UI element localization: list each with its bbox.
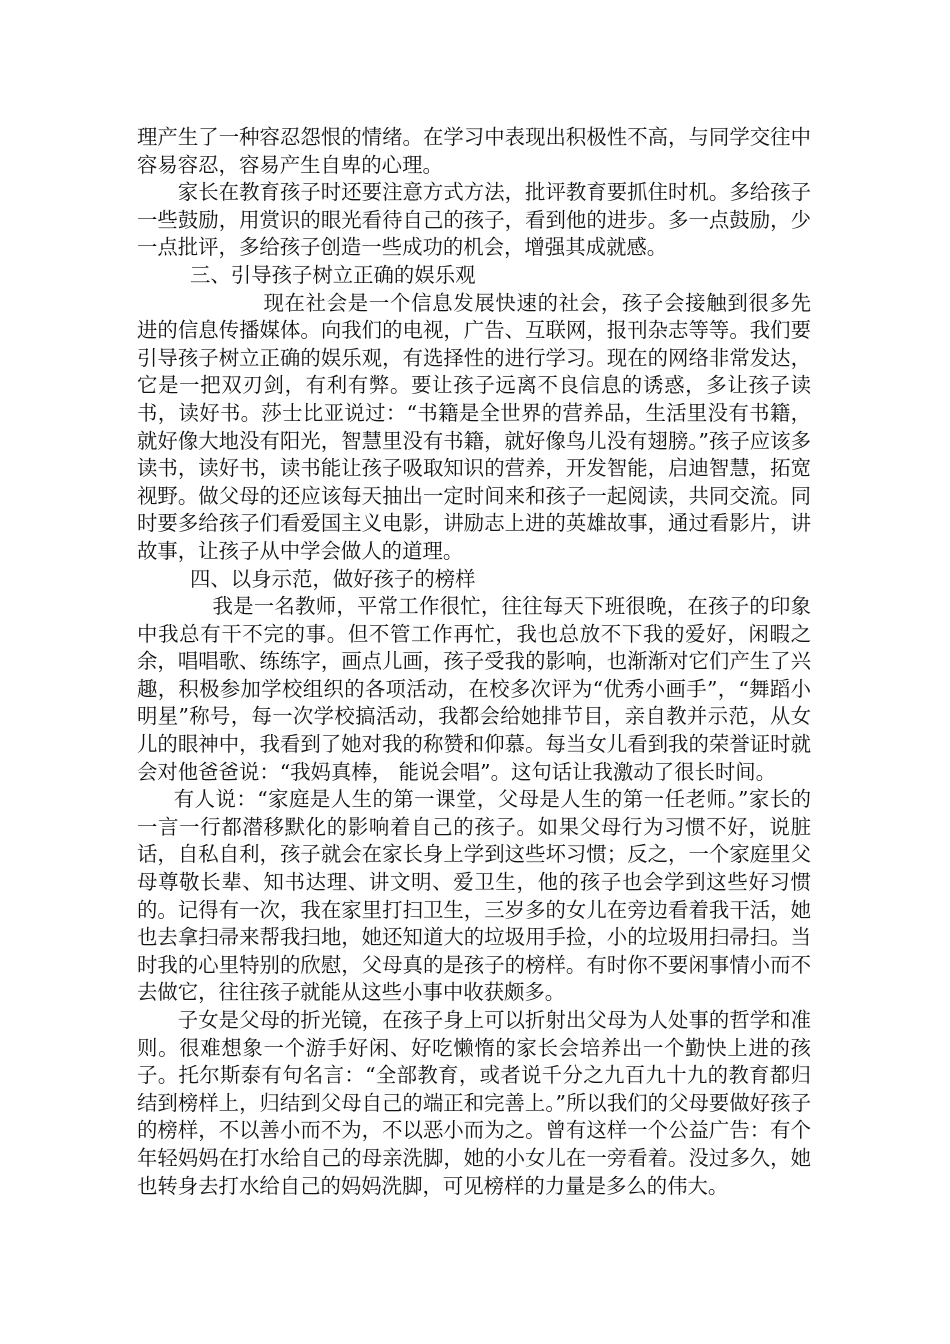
paragraph-family-classroom: 有人说：“家庭是人生的第一课堂，父母是人生的第一任老师。”家长的一言一行都潜移默化的影响着自己的孩子。如果父母行为习惯不好，说脏话，自私自利，孩子就会在家长身上学到这些坏习惯；反之，一个家庭里父母尊敬长辈、知书达理、讲文明、爱卫生，他的孩子也会学到这些好习惯的。记得有一次，我在家里打扫卫生，三岁多的女儿在旁边看着我干活，她也去拿扫帚来帮我扫地，她还知道大的垃圾用手捡，小的垃圾用扫帚扫。当时我的心里特别的欣慰，父母真的是孩子的榜样。有时你不要闲事情小而不去做它，往往孩子就能从这些小事中收获颇多。 — [137, 787, 811, 1005]
paragraph-teacher-example: 我是一名教师，平常工作很忙，往往每天下班很晚，在孩子的印象中我总有干不完的事。但不管工作再忙，我也总放不下我的爱好，闲暇之余，唱唱歌、练练字，画点儿画，孩子受我的影响，也渐渐对它们产生了兴趣，积极参加学校组织的各项活动，在校多次评为“优秀小画手”，“舞蹈小明星”称号，每一次学校搞活动，我都会给她排节目，亲自教并示范，从女儿的眼神中，我看到了她对我的称赞和仰慕。每当女儿看到我的荣誉证时就会对他爸爸说：“我妈真棒， 能说会唱”。这句话让我激动了很长时间。 — [137, 594, 811, 784]
paragraph-mirror: 子女是父母的折光镜，在孩子身上可以折射出父母为人处事的哲学和准则。很难想象一个游手好闲、好吃懒惰的家长会培养出一个勤快上进的孩子。托尔斯泰有句名言：“全部教育，或者说千分之九百九十九的教育都归结到榜样上，归结到父母自己的端正和完善上。”所以我们的父母要做好孩子的榜样，不以善小而不为，不以恶小而为之。曾有这样一个公益广告：有个年轻妈妈在打水给自己的母亲洗脚，她的小女儿在一旁看着。没过多久，她也转身去打水给自己的妈妈洗脚，可见榜样的力量是多么的伟大。 — [137, 1008, 811, 1198]
section-heading-role-model: 四、以身示范，做好孩子的榜样 — [190, 566, 476, 591]
paragraph-continuation: 理产生了一种容忍怨恨的情绪。在学习中表现出积极性不高，与同学交往中容易容忍，容易产生自卑的心理。 — [137, 125, 811, 177]
paragraph-entertainment: 现在社会是一个信息发展快速的社会，孩子会接触到很多先进的信息传播媒体。向我们的电视，广告、互联网，报刊杂志等等。我们要引导孩子树立正确的娱乐观，有选择性的进行学习。现在的网络非常发达，它是一把双刃剑，有利有弊。要让孩子远离不良信息的诱惑，多让孩子读书，读好书。莎士比亚说过：“书籍是全世界的营养品，生活里没有书籍，就好像大地没有阳光，智慧里没有书籍，就好像鸟儿没有翅膀。”孩子应该多读书，读好书，读书能让孩子吸取知识的营养，开发智能，启迪智慧，拓宽视野。做父母的还应该每天抽出一定时间来和孩子一起阅读，共同交流。同时要多给孩子们看爱国主义电影，讲励志上进的英雄故事，通过看影片，讲故事，让孩子从中学会做人的道理。 — [137, 290, 811, 563]
paragraph-parenting-methods: 家长在教育孩子时还要注意方式方法，批评教育要抓住时机。多给孩子一些鼓励，用赏识的眼光看待自己的孩子，看到他的进步。多一点鼓励，少一点批评，多给孩子创造一些成功的机会，增强其成就感。 — [137, 180, 811, 260]
section-heading-entertainment: 三、引导孩子树立正确的娱乐观 — [190, 262, 476, 287]
document-body — [137, 124, 811, 1200]
